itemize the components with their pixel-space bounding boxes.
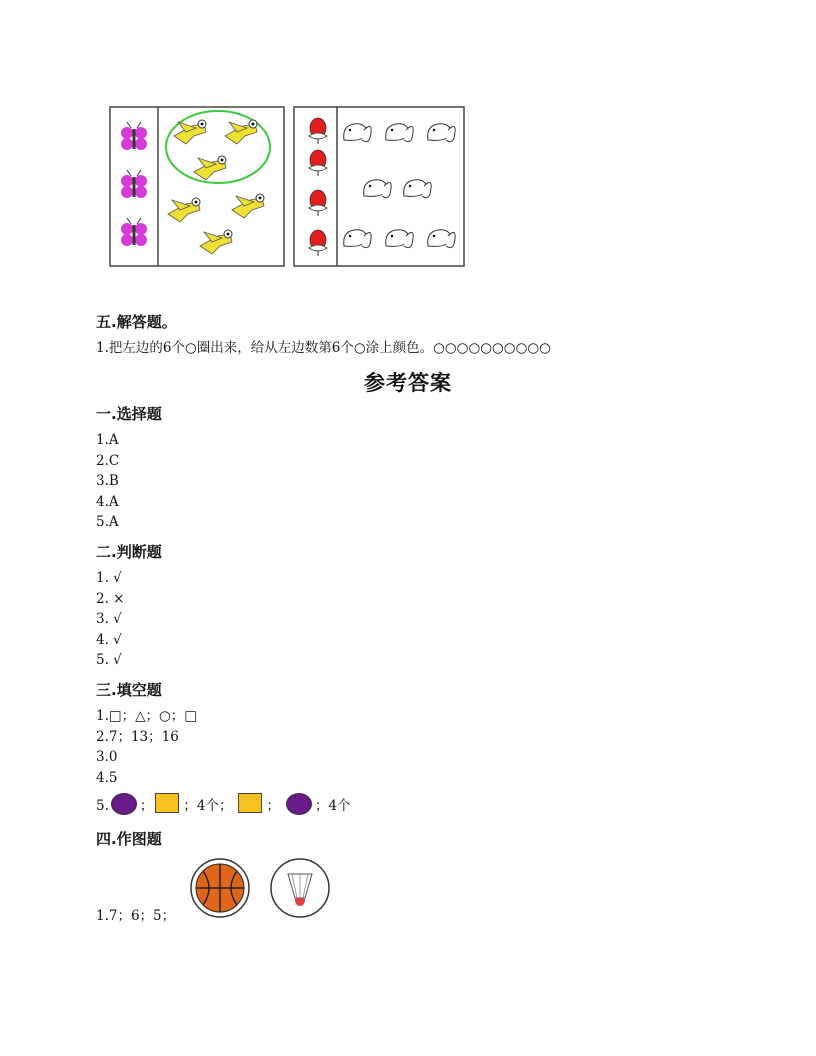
butterfly-icon bbox=[121, 122, 147, 150]
matching-picture bbox=[0, 0, 816, 280]
answer-item: 2. × bbox=[96, 590, 125, 607]
answer-item: 4. √ bbox=[96, 631, 122, 648]
basketball-icon bbox=[191, 859, 249, 917]
bird-icon bbox=[232, 194, 264, 218]
shuttlecock-icon bbox=[271, 859, 329, 917]
answer-item: 5.A bbox=[96, 514, 119, 530]
bird-icon bbox=[168, 198, 200, 222]
squirrel-icon bbox=[404, 180, 431, 198]
answer-item: 4.5 bbox=[96, 769, 118, 786]
section4-pictures bbox=[185, 854, 385, 924]
butterfly-icon bbox=[121, 218, 147, 246]
purple-oval-icon bbox=[286, 793, 312, 815]
section1-answers bbox=[96, 430, 119, 533]
squirrel-icon bbox=[344, 124, 371, 142]
bird-icon bbox=[200, 230, 232, 254]
section3-answers bbox=[96, 706, 197, 788]
answer-item: 1.A bbox=[96, 432, 119, 448]
answer-item: 2.7；13；16 bbox=[96, 728, 179, 745]
section2-heading: 二.判断题 bbox=[96, 543, 162, 561]
bird-icon bbox=[174, 120, 206, 144]
answer-item: 3.B bbox=[96, 473, 119, 489]
answer-item: 1. √ bbox=[96, 570, 122, 586]
purple-oval-icon bbox=[111, 793, 137, 815]
count-text: 4个 bbox=[328, 797, 351, 814]
section4-question-1: 1.7；6；5； bbox=[96, 908, 176, 924]
flower-icon bbox=[309, 118, 327, 144]
count-text: 4个 bbox=[196, 797, 219, 814]
squirrel-icon bbox=[386, 230, 413, 248]
bird-icon bbox=[225, 120, 257, 144]
squirrel-icon bbox=[344, 230, 371, 248]
bird-icon bbox=[194, 156, 226, 180]
squirrel-icon bbox=[364, 180, 391, 198]
separator: ； bbox=[139, 797, 154, 814]
squirrel-icon bbox=[428, 230, 455, 248]
separator: ； bbox=[183, 797, 197, 814]
answer-title: 参考答案 bbox=[364, 370, 452, 395]
section3-answer-5 bbox=[96, 790, 351, 816]
flower-icon bbox=[309, 150, 327, 176]
section1-heading: 一.选择题 bbox=[96, 405, 162, 423]
answer-item: 1.□；△；○；□ bbox=[96, 708, 198, 724]
separator: ； bbox=[314, 797, 329, 814]
flower-icon bbox=[309, 230, 327, 256]
section5-question-1: 1.把左边的6个○圈出来，给从左边数第6个○涂上颜色。○○○○○○○○○○ bbox=[96, 340, 551, 356]
squirrel-icon bbox=[428, 124, 455, 142]
section2-answers bbox=[96, 568, 124, 671]
answer-item: 4.A bbox=[96, 493, 119, 510]
yellow-square-icon bbox=[238, 793, 262, 813]
separator: ； bbox=[266, 797, 280, 814]
flower-icon bbox=[309, 190, 327, 216]
separator: ； bbox=[218, 797, 233, 814]
section4-heading: 四.作图题 bbox=[96, 830, 162, 848]
answer-item: 3.0 bbox=[96, 749, 118, 765]
yellow-square-icon bbox=[155, 793, 179, 813]
answer-item: 3. √ bbox=[96, 611, 122, 627]
section5-heading: 五.解答题。 bbox=[96, 313, 177, 331]
answer-item: 2.C bbox=[96, 452, 120, 469]
answer-item: 5. √ bbox=[96, 652, 122, 668]
butterfly-icon bbox=[121, 170, 147, 198]
answer-number: 5. bbox=[96, 797, 109, 814]
section3-heading: 三.填空题 bbox=[96, 681, 162, 699]
squirrel-icon bbox=[386, 124, 413, 142]
